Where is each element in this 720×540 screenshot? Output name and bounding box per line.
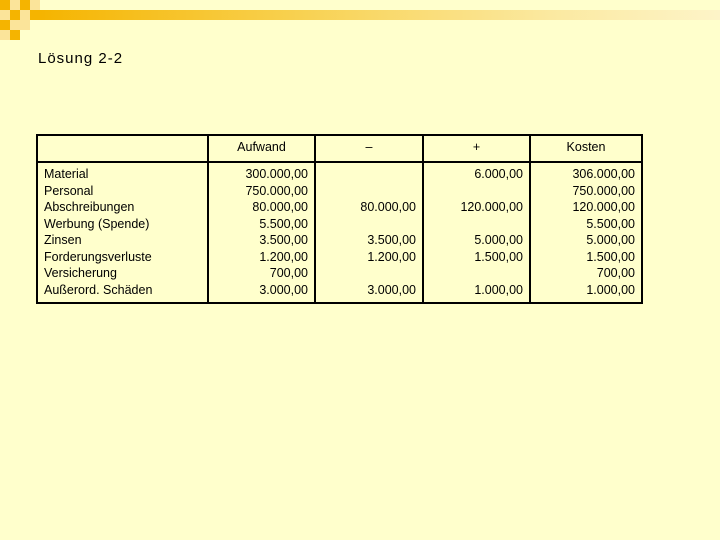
plus-value: 1.500,00 <box>474 249 523 264</box>
minus-value <box>322 216 416 233</box>
kosten-value: 1.500,00 <box>586 249 635 264</box>
minus-column <box>315 162 423 303</box>
header-kosten: Kosten <box>530 135 642 162</box>
minus-value: 3.000,00 <box>367 282 416 297</box>
label-column <box>37 162 208 303</box>
aufwand-value: 80.000,00 <box>252 200 308 214</box>
aufwand-value: 5.500,00 <box>259 216 308 231</box>
kosten-value: 1.000,00 <box>586 282 635 297</box>
kosten-value: 750.000,00 <box>572 183 635 198</box>
page-title: Lösung 2-2 <box>38 50 124 67</box>
kosten-value: 5.500,00 <box>586 216 635 231</box>
table-body-row <box>37 162 642 303</box>
cost-table <box>36 134 643 304</box>
aufwand-value: 3.500,00 <box>259 233 308 247</box>
kosten-value: 700,00 <box>596 266 635 280</box>
aufwand-value: 700,00 <box>269 266 308 280</box>
plus-value: 120.000,00 <box>460 200 523 214</box>
kosten-value: 5.000,00 <box>586 233 635 247</box>
table-header-row <box>37 135 642 162</box>
plus-column <box>423 162 530 303</box>
row-label: Versicherung <box>44 266 117 280</box>
minus-value <box>322 265 416 282</box>
aufwand-column <box>208 162 315 303</box>
row-label: Forderungsverluste <box>44 249 152 264</box>
row-label: Personal <box>44 183 94 198</box>
header-aufwand: Aufwand <box>208 135 315 162</box>
aufwand-value: 750.000,00 <box>245 183 308 198</box>
row-label: Abschreibungen <box>44 200 135 214</box>
minus-value: 80.000,00 <box>360 200 416 214</box>
aufwand-value: 300.000,00 <box>245 167 308 181</box>
kosten-value: 120.000,00 <box>572 200 635 214</box>
plus-value: 6.000,00 <box>474 167 523 181</box>
header-label <box>37 135 208 162</box>
header-minus: – <box>315 135 423 162</box>
minus-value <box>322 166 416 183</box>
row-label: Material <box>44 167 89 181</box>
row-label: Außerord. Schäden <box>44 282 153 297</box>
plus-value <box>430 216 523 233</box>
kosten-column <box>530 162 642 303</box>
header-plus: + <box>423 135 530 162</box>
plus-value <box>430 183 523 200</box>
aufwand-value: 1.200,00 <box>259 249 308 264</box>
header-gradient-bar <box>40 10 720 20</box>
plus-value: 5.000,00 <box>474 233 523 247</box>
aufwand-value: 3.000,00 <box>259 282 308 297</box>
row-label: Werbung (Spende) <box>44 216 150 231</box>
minus-value: 1.200,00 <box>367 249 416 264</box>
plus-value: 1.000,00 <box>474 282 523 297</box>
row-label: Zinsen <box>44 233 82 247</box>
plus-value <box>430 265 523 282</box>
minus-value: 3.500,00 <box>367 233 416 247</box>
kosten-value: 306.000,00 <box>572 167 635 181</box>
minus-value <box>322 183 416 200</box>
